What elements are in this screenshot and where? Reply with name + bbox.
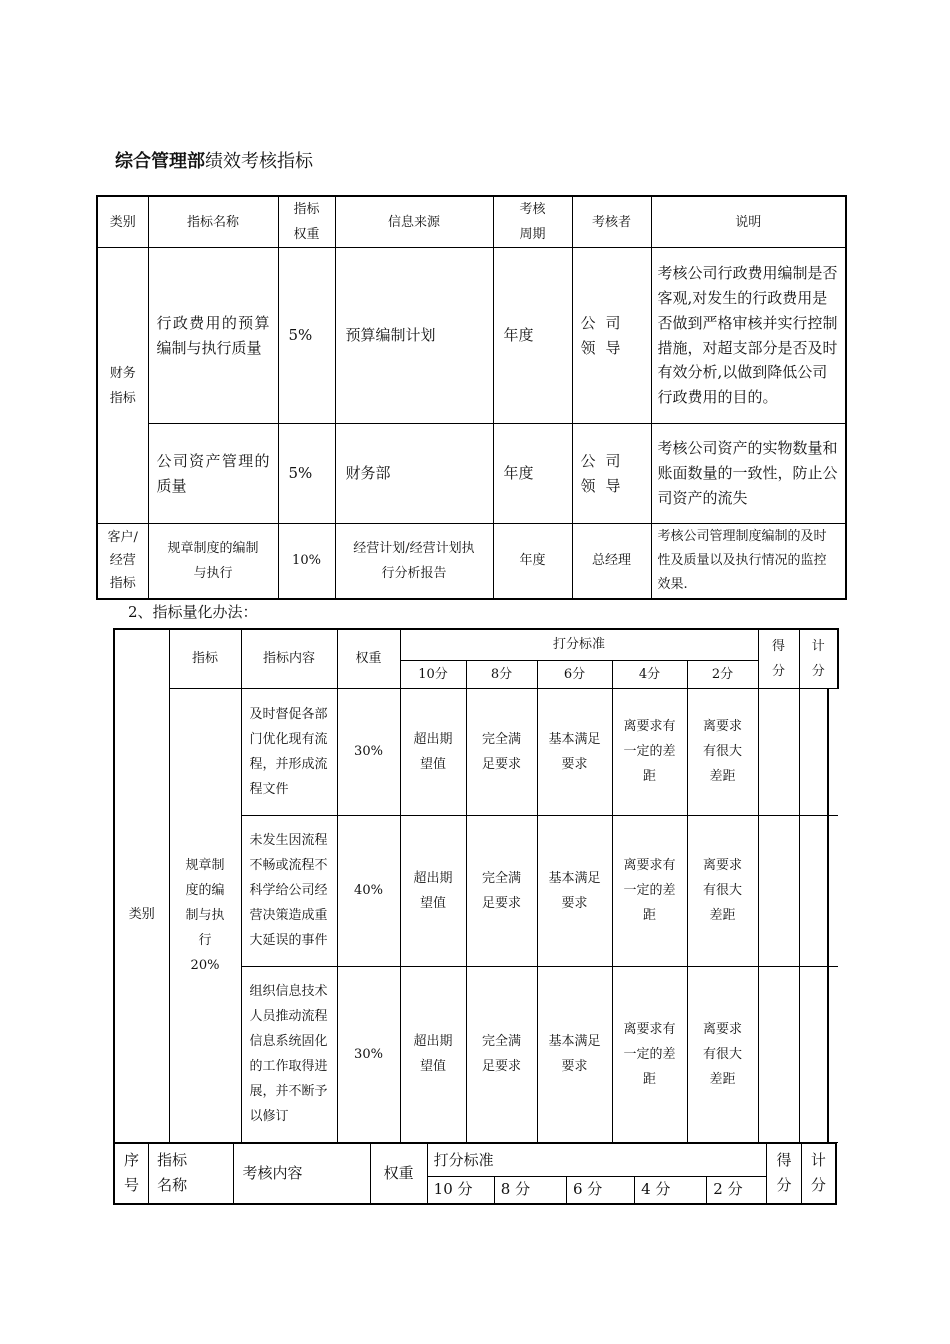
criteria-6: 基本满足 要求 xyxy=(537,688,612,815)
total-cell xyxy=(799,966,838,1142)
level-2: 2 分 xyxy=(707,1177,767,1204)
row-source: 财务部 xyxy=(335,424,493,524)
criteria-4: 离要求有 一定的差 距 xyxy=(612,815,687,966)
row-indicator: 规章制 度的编 制与执 行 20% xyxy=(169,688,241,1142)
header-score: 得 分 xyxy=(758,629,799,688)
row-name: 公司资产管理的质量 xyxy=(148,424,278,524)
header-assessor: 考核者 xyxy=(572,196,651,248)
page-title-rest: 绩效考核指标 xyxy=(205,151,313,172)
criteria-10: 超出期 望值 xyxy=(400,688,466,815)
level-8: 8 分 xyxy=(494,1177,566,1204)
header-name: 指标名称 xyxy=(148,196,278,248)
header-source: 信息来源 xyxy=(335,196,493,248)
header-period: 考核 周期 xyxy=(493,196,572,248)
row-period: 年度 xyxy=(493,248,572,424)
criteria-10: 超出期 望值 xyxy=(400,966,466,1142)
header-desc: 说明 xyxy=(651,196,846,248)
header-no: 序 号 xyxy=(114,1144,149,1204)
page-title-bold: 综合管理部 xyxy=(115,151,205,172)
indicator-table xyxy=(96,195,847,600)
row-desc: 考核公司管理制度编制的及时性及质量以及执行情况的监控效果. xyxy=(651,524,846,599)
header-total: 计 分 xyxy=(799,629,838,688)
criteria-2: 离要求 有很大 差距 xyxy=(687,688,758,815)
quantification-table xyxy=(113,628,839,1143)
criteria-8: 完全满 足要求 xyxy=(466,966,537,1142)
row-content: 及时督促各部门优化现有流程，并形成流程文件 xyxy=(241,688,337,815)
row-period: 年度 xyxy=(493,524,572,599)
level-2: 2分 xyxy=(687,660,758,688)
level-10: 10 分 xyxy=(427,1177,494,1204)
criteria-4: 离要求有 一定的差 距 xyxy=(612,688,687,815)
row-weight: 30% xyxy=(337,966,400,1142)
score-cell xyxy=(758,688,799,815)
criteria-10: 超出期 望值 xyxy=(400,815,466,966)
criteria-6: 基本满足 要求 xyxy=(537,815,612,966)
row-weight: 40% xyxy=(337,815,400,966)
level-6: 6分 xyxy=(537,660,612,688)
level-4: 4分 xyxy=(612,660,687,688)
header-weight: 权重 xyxy=(337,629,400,688)
criteria-2: 离要求 有很大 差距 xyxy=(687,815,758,966)
table-row xyxy=(97,424,846,524)
scoring-template-table xyxy=(113,1143,837,1205)
criteria-8: 完全满 足要求 xyxy=(466,688,537,815)
row-source: 经营计划/经营计划执行分析报告 xyxy=(335,524,493,599)
row-period: 年度 xyxy=(493,424,572,524)
header-content: 指标内容 xyxy=(241,629,337,688)
page-title xyxy=(115,147,313,173)
criteria-8: 完全满 足要求 xyxy=(466,815,537,966)
table-header-row xyxy=(114,629,838,660)
row-content: 组织信息技术人员推动流程信息系统固化的工作取得进展，并不断予以修订 xyxy=(241,966,337,1142)
row-category: 类别 xyxy=(114,688,169,1142)
criteria-6: 基本满足 要求 xyxy=(537,966,612,1142)
row-weight: 10% xyxy=(278,524,335,599)
row-category: 客户/ 经营 指标 xyxy=(97,524,148,599)
table-right-border xyxy=(827,688,829,1142)
total-cell xyxy=(799,688,838,815)
header-category-blank xyxy=(114,629,169,688)
row-category: 财务 指标 xyxy=(97,248,148,524)
level-6: 6 分 xyxy=(566,1177,634,1204)
table-row xyxy=(114,688,838,815)
criteria-4: 离要求有 一定的差 距 xyxy=(612,966,687,1142)
row-desc: 考核公司资产的实物数量和账面数量的一致性，防止公司资产的流失 xyxy=(651,424,846,524)
row-weight: 30% xyxy=(337,688,400,815)
level-10: 10分 xyxy=(400,660,466,688)
row-assessor: 公司领导 xyxy=(572,424,651,524)
score-cell xyxy=(758,815,799,966)
header-total: 计 分 xyxy=(801,1144,836,1204)
level-8: 8分 xyxy=(466,660,537,688)
row-weight: 5% xyxy=(278,424,335,524)
header-score: 得 分 xyxy=(767,1144,802,1204)
row-name: 行政费用的预算编制与执行质量 xyxy=(148,248,278,424)
header-weight: 权重 xyxy=(370,1144,427,1204)
header-name: 指标 名称 xyxy=(149,1144,234,1204)
table-header-row xyxy=(97,196,846,248)
table-row xyxy=(97,248,846,424)
score-cell xyxy=(758,966,799,1142)
section-subtitle: 2、指标量化办法： xyxy=(128,603,258,621)
header-category: 类别 xyxy=(97,196,148,248)
row-assessor: 公司领导 xyxy=(572,248,651,424)
table-row xyxy=(97,524,846,599)
total-cell xyxy=(799,815,838,966)
header-indicator: 指标 xyxy=(169,629,241,688)
row-content: 未发生因流程不畅或流程不科学给公司经营决策造成重大延误的事件 xyxy=(241,815,337,966)
criteria-2: 离要求 有很大 差距 xyxy=(687,966,758,1142)
row-weight: 5% xyxy=(278,248,335,424)
header-content: 考核内容 xyxy=(234,1144,370,1204)
row-assessor: 总经理 xyxy=(572,524,651,599)
header-scoring: 打分标准 xyxy=(400,629,758,660)
level-4: 4 分 xyxy=(635,1177,707,1204)
table-header-row xyxy=(114,1144,836,1177)
row-name: 规章制度的编制与执行 xyxy=(148,524,278,599)
row-source: 预算编制计划 xyxy=(335,248,493,424)
row-desc: 考核公司行政费用编制是否客观,对发生的行政费用是否做到严格审核并实行控制措施，对超支部分是否及时有效分析,以做到降低公司行政费用的目的。 xyxy=(651,248,846,424)
header-scoring: 打分标准 xyxy=(427,1144,767,1177)
header-weight: 指标 权重 xyxy=(278,196,335,248)
